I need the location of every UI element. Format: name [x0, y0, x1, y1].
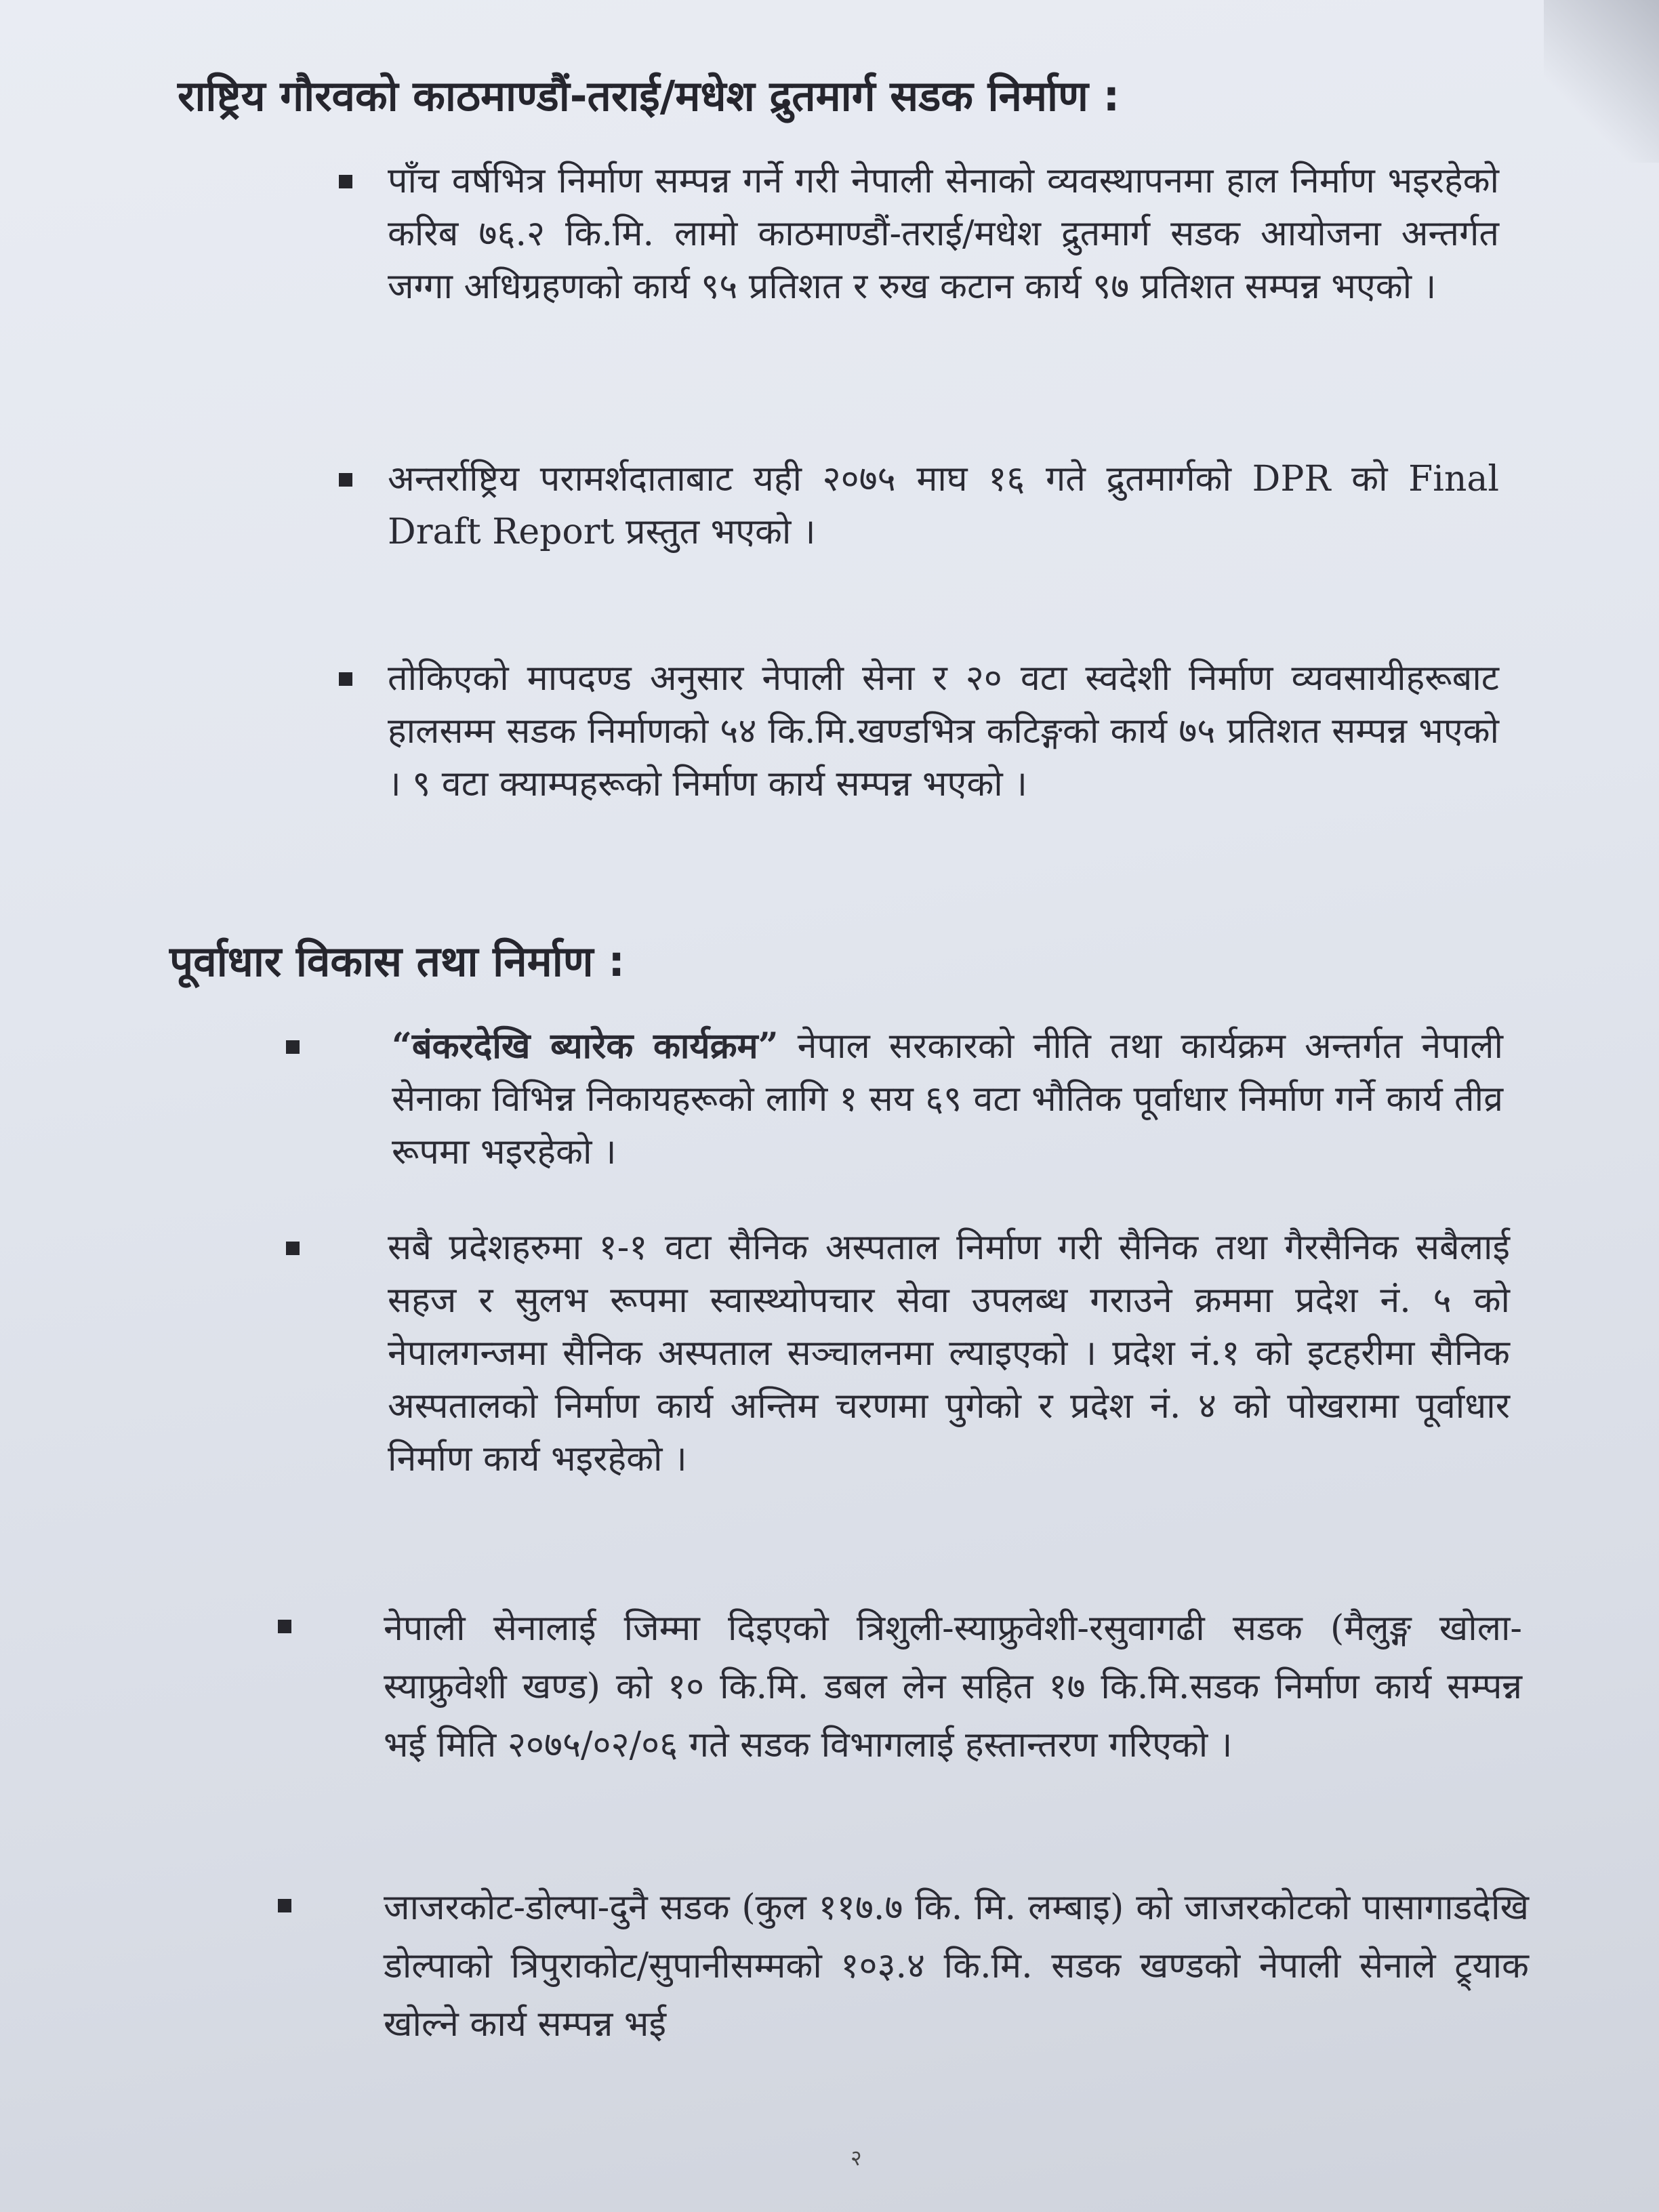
section-heading-expressway: राष्ट्रिय गौरवको काठमाण्डौं-तराई/मधेश द्रुतमार्ग सडक निर्माण :	[178, 71, 1120, 121]
bullet-icon	[339, 473, 352, 487]
bullet-icon	[286, 1040, 300, 1054]
list-item	[392, 1020, 1503, 1179]
bullet-icon	[286, 1242, 300, 1255]
list-item: अन्तर्राष्ट्रिय परामर्शदाताबाट यही २०७५ माघ १६ गते द्रुतमार्गको DPR को Final Draft Report प्रस्तुत भएको ।	[388, 459, 1499, 552]
section-heading-infrastructure: पूर्वाधार विकास तथा निर्माण :	[169, 937, 625, 986]
bullet-icon	[278, 1899, 291, 1912]
list-item-text: नेपाल सरकारको नीति तथा कार्यक्रम अन्तर्गत नेपाली सेनाका विभिन्न निकायहरूको लागि १ सय ६९ वटा भौतिक पूर्वाधार निर्माण गर्ने कार्य तीव्र रूपमा भइरहेको ।	[392, 1026, 1504, 1172]
list-item: तोकिएको मापदण्ड अनुसार नेपाली सेना र २० वटा स्वदेशी निर्माण व्यवसायीहरूबाट हालसम्म सडक निर्माणको ५४ कि.मि.खण्डभित्र कटिङ्गको कार्य ७५ प्रतिशत सम्पन्न भएको । ९ वटा क्याम्पहरूको निर्माण कार्य सम्पन्न भएको ।	[388, 658, 1499, 804]
page-corner-shadow	[1544, 0, 1659, 163]
program-name: “बंकरदेखि ब्यारेक कार्यक्रम”	[392, 1025, 779, 1067]
list-item: जाजरकोट-डोल्पा-दुनै सडक (कुल ११७.७ कि. मि. लम्बाइ) को जाजरकोटको पासागाडदेखि डोल्पाको त्रिपुराकोट/सुपानीसम्मको १०३.४ कि.मि. सडक खण्डको नेपाली सेनाले ट्र्याक खोल्ने कार्य सम्पन्न भई	[384, 1887, 1529, 2045]
bullet-icon	[339, 672, 352, 686]
bullet-icon	[278, 1620, 291, 1633]
list-item: सबै प्रदेशहरुमा १-१ वटा सैनिक अस्पताल निर्माण गरी सैनिक तथा गैरसैनिक सबैलाई सहज र सुलभ रूपमा स्वास्थ्योपचार सेवा उपलब्ध गराउने क्रममा प्रदेश नं. ५ को नेपालगन्जमा सैनिक अस्पताल सञ्चालनमा ल्याइएको । प्रदेश नं.१ को इटहरीमा सैनिक अस्पतालको निर्माण कार्य अन्तिम चरणमा पुगेको र प्रदेश नं. ४ को पोखरामा पूर्वाधार निर्माण कार्य भइरहेको ।	[388, 1227, 1510, 1479]
list-item: नेपाली सेनालाई जिम्मा दिइएको त्रिशुली-स्याफ्रुवेशी-रसुवागढी सडक (मैलुङ्ग खोला-स्याफ्रुवेशी खण्ड) को १० कि.मि. डबल लेन सहित १७ कि.मि.सडक निर्माण कार्य सम्पन्न भई मिति २०७५/०२/०६ गते सडक विभागलाई हस्तान्तरण गरिएको ।	[384, 1608, 1522, 1765]
bullet-icon	[339, 175, 352, 188]
list-item: पाँच वर्षभित्र निर्माण सम्पन्न गर्ने गरी नेपाली सेनाको व्यवस्थापनमा हाल निर्माण भइरहेको करिब ७६.२ कि.मि. लामो काठमाण्डौं-तराई/मधेश द्रुतमार्ग सडक आयोजना अन्तर्गत जग्गा अधिग्रहणको कार्य ९५ प्रतिशत र रुख कटान कार्य ९७ प्रतिशत सम्पन्न भएको ।	[388, 161, 1499, 307]
page-number: २	[851, 2145, 862, 2171]
